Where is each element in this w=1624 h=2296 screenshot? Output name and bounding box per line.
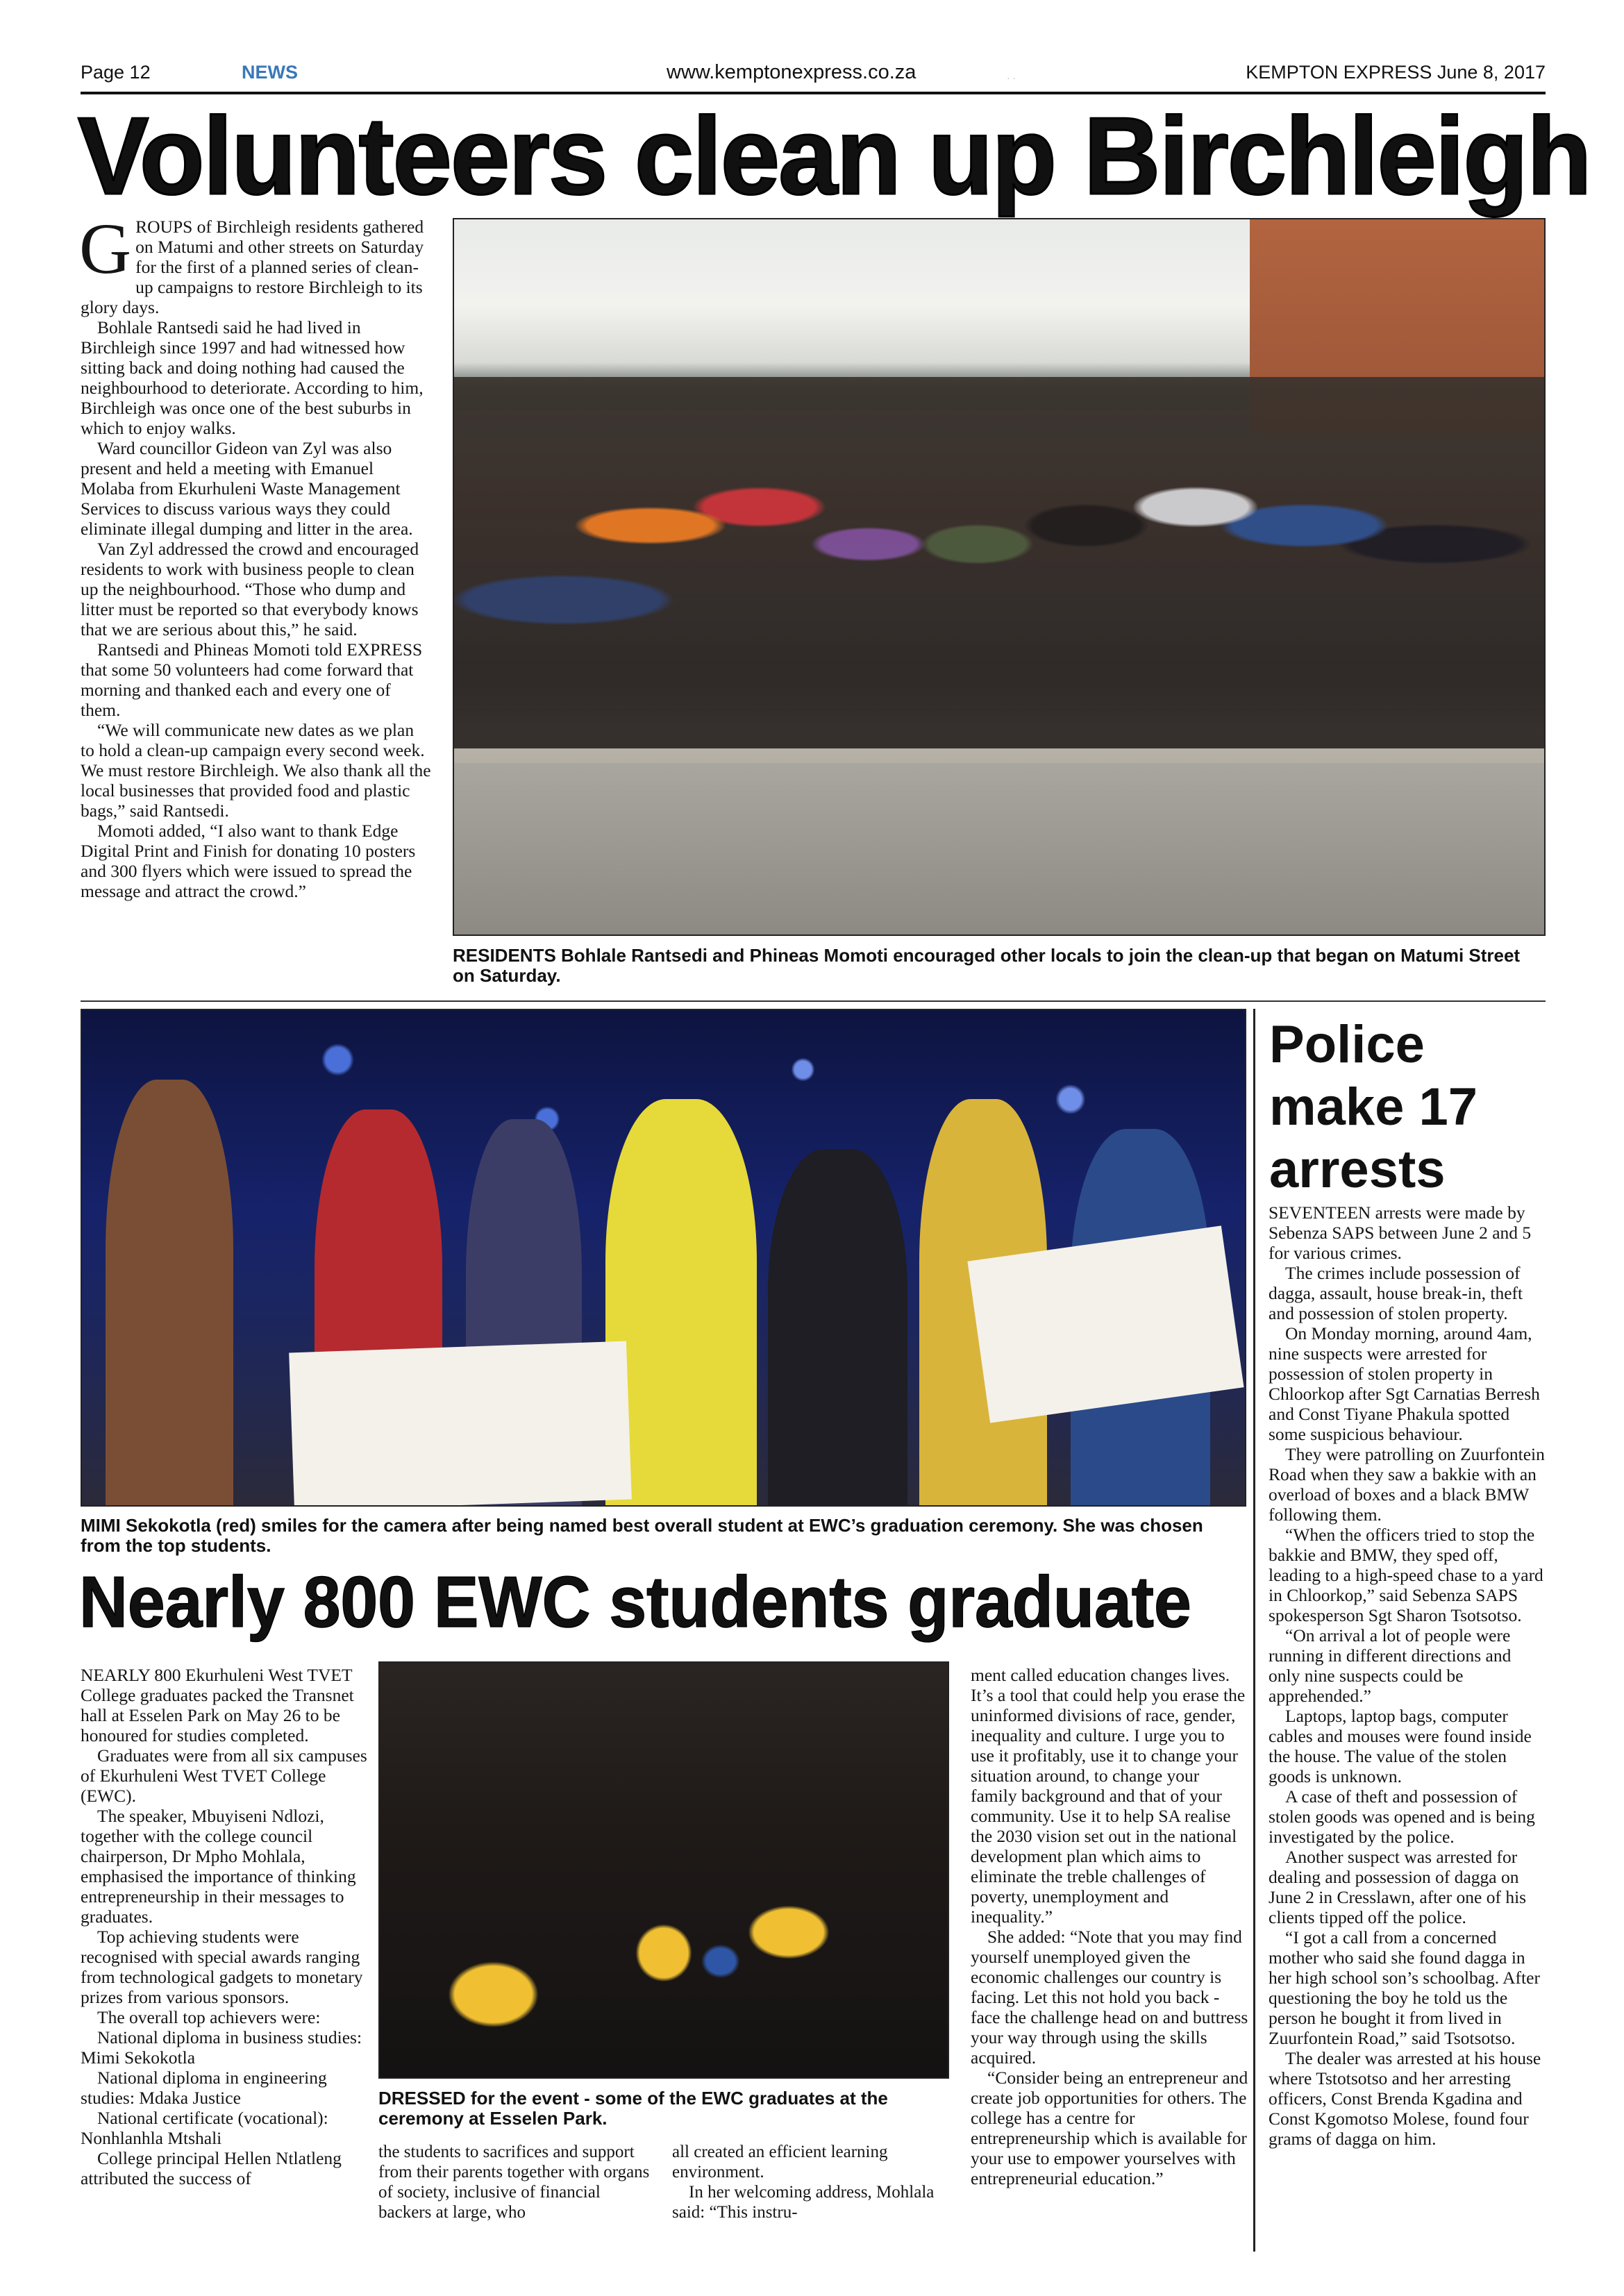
paragraph: Laptops, laptop bags, computer cables and mouses were found inside the house. The value of the stolen goods is unknown. [1269,1706,1532,1786]
sidebar-rule [1253,1009,1255,2252]
paragraph: “When the officers tried to stop the bakkie and BMW, they sped off, leading to a high-speed chase to a yard in Chloorkop,” said Sebenza SAPS spokesperson Sgt Sharon Tsotsotso. [1269,1525,1543,1625]
paragraph: “Consider being an entrepreneur and create job opportunities for others. The college has a centre for entrepreneurship which is available for your use to empower yourselves with entrepreneurial education.” [971,2068,1248,2188]
photo-award-winners [81,1009,1246,1507]
paragraph: The speaker, Mbuyiseni Ndlozi, together with the college council chairperson, Dr Mpho Mohlala, emphasised the importance of thinking entrepreneurship in their messages to graduates. [81,1806,356,1927]
headline-volunteers: Volunteers clean up Birchleigh [78,95,1591,217]
paragraph: National certificate (vocational): Nonhlanhla Mtshali [81,2108,328,2148]
article-graduates-col1 [81,1665,372,2188]
paragraph: In her welcoming address, Mohlala said: “This instru- [672,2183,935,2222]
article-graduates-col3 [672,2142,950,2222]
photo-crowd [454,377,1544,749]
paragraph: GROUPS of Birchleigh residents gathered on Matumi and other streets on Saturday for the first of a planned series of clean-up campaigns to restore Birchleigh to its glory days. [79,209,424,317]
caption-volunteers: RESIDENTS Bohlale Rantsedi and Phineas Momoti encouraged other locals to join the clean-up that began on Matumi Street on Saturday. [453,945,1521,986]
paragraph: “I got a call from a concerned mother who said she found dagga in her high school son’s schoolbag. After questioning the boy he told us the person he bought it from lived in Zuurfontein Road,” said Tsotsotso. [1269,1927,1540,2048]
paragraph: College principal Hellen Ntlatleng attributed the success of [81,2148,342,2188]
paragraph: The crimes include possession of dagga, assault, house break-in, theft and possession of stolen property. [1269,1263,1523,1323]
article-graduates-col2 [378,2142,656,2222]
paragraph: Bohlale Rantsedi said he had lived in Birchleigh since 1997 and had witnessed how sitting back and doing nothing had caused the neighbourhood to deteriorate. According to him, Birchleigh was once one of the best suburbs in which to enjoy walks. [81,317,424,438]
paragraph: Top achieving students were recognised with special awards ranging from technological gadgets to monetary prizes from various sponsors. [81,1927,363,2007]
paragraph: Ward councillor Gideon van Zyl was also present and held a meeting with Emanuel Molaba from Ekurhuleni Waste Management Services to discuss various ways they could eliminate illegal dumping and litter in the area. [81,438,413,539]
paragraph: the students to sacrifices and support from their parents together with organs of society, inclusive of financial backers at large, who [378,2143,650,2222]
paragraph: ment called education changes lives. It’s a tool that could help you erase the uninformed divisions of race, gender, inequality and culture. I urge you to use it profitably, use it to change your situation around, to change your family background and that of your community. Use it to help SA realise the 2030 vision set out in the national development plan which aims to eliminate the treble challenges of poverty, unemployment and inequality.” [971,1665,1246,1927]
photo-road [454,763,1544,935]
photo-cheque [289,1341,631,1507]
paragraph: A case of theft and possession of stolen goods was opened and is being investigated by the police. [1269,1786,1535,1847]
paragraph: Graduates were from all six campuses of Ekurhuleni West TVET College (EWC). [81,1745,367,1806]
paragraph: They were patrolling on Zuurfontein Road when they saw a bakkie with an overload of boxes and a black BMW following them. [1269,1444,1545,1525]
paragraph: NEARLY 800 Ekurhuleni West TVET College graduates packed the Transnet hall at Esselen Park on May 26 to be honoured for studies completed. [81,1665,354,1745]
website-url[interactable]: www.kemptonexpress.co.za [667,61,916,83]
headline-graduates: Nearly 800 EWC students graduate [79,1562,1191,1643]
page-number: Page 12 [81,62,151,83]
paragraph: The overall top achievers were: [97,2007,321,2027]
paragraph: SEVENTEEN arrests were made by Sebenza SAPS between June 2 and 5 for various crimes. [1269,1203,1532,1263]
paragraph: Rantsedi and Phineas Momoti told EXPRESS that some 50 volunteers had come forward that morning and thanked each and every one of them. [81,639,423,720]
photo-graduates-seated [378,1661,949,2079]
section-divider [81,1000,1546,1002]
photo-figure [106,1080,233,1505]
paragraph: On Monday morning, around 4am, nine suspects were arrested for possession of stolen property in Chloorkop after Sgt Carnatias Berresh and Const Tiyane Phakula spotted some suspicious behaviour. [1269,1323,1540,1444]
caption-award-winners: MIMI Sekokotla (red) smiles for the camera after being named best overall student at EWC’s graduation ceremony. She was chosen from the top students. [81,1515,1203,1556]
paragraph: The dealer was arrested at his house where Tstotsotso and her arresting officers, Const Brenda Kgadina and Const Kgomotso Molese, found four grams of dagga on him. [1269,2048,1541,2149]
registration-mark: · · [1007,72,1016,83]
paragraph: Van Zyl addressed the crowd and encouraged residents to work with business people to clean up the neighbourhood. “Those who dump and litter must be reported so that everybody knows that we are serious about this,” he said. [81,539,419,639]
publication-date: KEMPTON EXPRESS June 8, 2017 [1246,62,1546,83]
paragraph: National diploma in engineering studies: Mdaka Justice [81,2068,327,2108]
paragraph: Another suspect was arrested for dealing and possession of dagga on June 2 in Cresslawn, after one of his clients tipped off the police. [1269,1847,1527,1927]
paragraph: She added: “Note that you may find yourself unemployed given the economic challenges our country is facing. Let this not hold you back - face the challenge head on and buttress your way through using the skills acquired. [971,1927,1248,2068]
section-label: NEWS [242,62,298,83]
paragraph: all created an efficient learning environment. [672,2143,888,2181]
paragraph: “On arrival a lot of people were running in different directions and only nine suspects could be apprehended.” [1269,1625,1512,1706]
photo-volunteers-group [453,218,1546,936]
paragraph: Momoti added, “I also want to thank Edge Digital Print and Finish for donating 10 posters and 300 flyers which were issued to spread the message and attract the crowd.” [81,821,416,901]
article-volunteers-body [79,209,431,901]
drop-cap: G [79,209,132,289]
headline-police-arrests: Police make 17 arrests [1269,1015,1478,1199]
paragraph: National diploma in business studies: Mimi Sekokotla [81,2027,362,2068]
article-police-body [1269,1203,1546,2149]
caption-graduates: DRESSED for the event - some of the EWC graduates at the ceremony at Esselen Park. [378,2088,888,2129]
article-graduates-col4 [971,1665,1248,2188]
photo-figure [768,1149,907,1505]
header-rule [81,92,1546,94]
paragraph: “We will communicate new dates as we plan to hold a clean-up campaign every second week. We must restore Birchleigh. We also thank all the local businesses that provided food and plastic bags,” said Rantsedi. [81,720,431,821]
